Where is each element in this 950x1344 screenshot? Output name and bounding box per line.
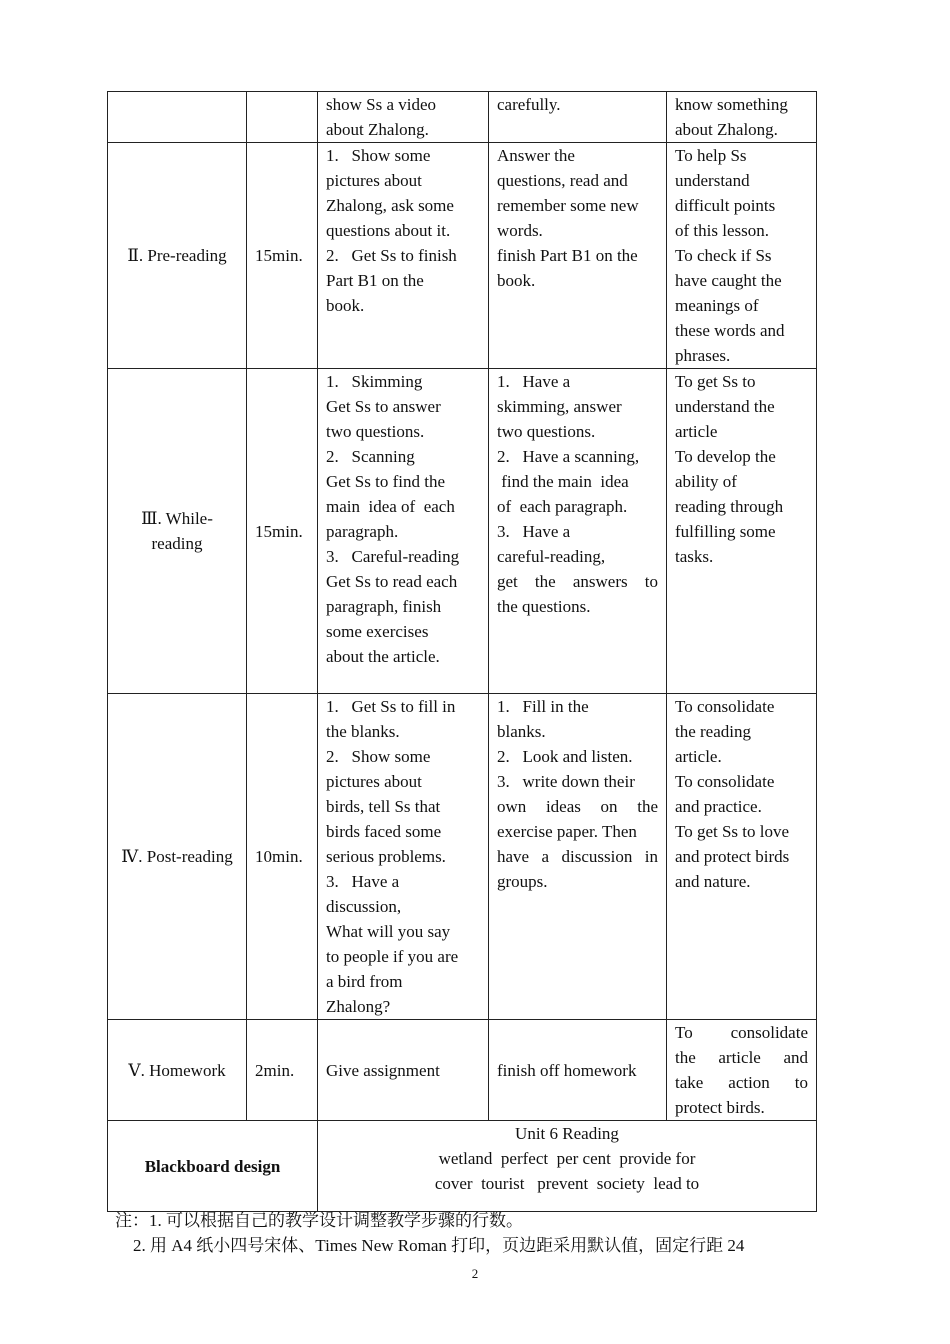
purpose-line: fulfilling some	[675, 522, 776, 541]
purpose-line: article.	[675, 747, 722, 766]
student-line: get the answers to	[497, 572, 658, 591]
teacher-line: discussion,	[326, 897, 402, 916]
page-number: 2	[471, 1266, 479, 1281]
purpose-line: To get Ss to	[675, 372, 756, 391]
time-cell	[247, 369, 318, 694]
purpose-line: reading through	[675, 497, 784, 516]
purpose-line: To develop the	[675, 447, 776, 466]
purpose-line: tasks.	[675, 547, 714, 566]
purpose-line: phrases.	[675, 346, 731, 365]
teacher-activity-cell	[318, 369, 489, 694]
teacher-line: to people if you are	[326, 947, 459, 966]
purpose-line: the article and	[675, 1048, 808, 1067]
student-line: 2. Look and listen.	[497, 747, 633, 766]
teacher-line: some exercises	[326, 622, 429, 641]
student-line: have a discussion in	[497, 847, 658, 866]
time-label: 2min.	[255, 1060, 295, 1080]
student-line: groups.	[497, 872, 548, 891]
student-activity-cell	[489, 694, 667, 1020]
teacher-line: serious problems.	[326, 847, 446, 866]
teacher-line: Get Ss to find the	[326, 472, 445, 491]
stage-cell	[108, 143, 247, 369]
teacher-line: about the article.	[326, 647, 440, 666]
purpose-line: and nature.	[675, 872, 751, 891]
student-line: book.	[497, 271, 536, 290]
purpose-line: To consolidate	[675, 697, 775, 716]
student-line: words.	[497, 221, 543, 240]
teacher-line: 1. Show some	[326, 146, 431, 165]
stage-cell	[108, 369, 247, 694]
purpose-line: ability of	[675, 472, 737, 491]
purpose-line: have caught the	[675, 271, 782, 290]
stage-label: Ⅴ. Homework	[128, 1060, 226, 1080]
student-line: carefully.	[497, 95, 561, 114]
purpose-line: the reading	[675, 722, 751, 741]
purpose-cell	[667, 92, 817, 143]
blackboard-line: wetland perfect per cent provide for	[438, 1149, 696, 1168]
time-label: 15min.	[255, 521, 303, 541]
student-line: blanks.	[497, 722, 546, 741]
purpose-line: understand the	[675, 397, 775, 416]
purpose-line: and practice.	[675, 797, 762, 816]
student-line: 3. Have a	[497, 522, 571, 541]
purpose-cell	[667, 694, 817, 1020]
student-line: 1. Fill in the	[497, 697, 589, 716]
table-row	[108, 1020, 817, 1121]
purpose-line: difficult points	[675, 196, 776, 215]
teacher-line: a bird from	[326, 972, 403, 991]
teacher-activity-cell	[318, 1020, 489, 1121]
student-line: the questions.	[497, 597, 591, 616]
teacher-line: pictures about	[326, 171, 422, 190]
teacher-line: Get Ss to answer	[326, 397, 441, 416]
student-activity-cell	[489, 143, 667, 369]
purpose-line: To consolidate	[675, 772, 775, 791]
teacher-line: 3. Have a	[326, 872, 400, 891]
purpose-line: take action to	[675, 1073, 808, 1092]
teacher-line: book.	[326, 296, 365, 315]
teacher-line: 2. Scanning	[326, 447, 415, 466]
student-line: find the main idea	[497, 472, 629, 491]
stage-label: Ⅲ. While-reading	[141, 509, 213, 553]
purpose-line: understand	[675, 171, 750, 190]
student-line: 3. write down their	[497, 772, 635, 791]
teacher-line: 2. Get Ss to finish	[326, 246, 457, 265]
time-label: 15min.	[255, 246, 303, 265]
time-cell	[247, 1020, 318, 1121]
student-line: two questions.	[497, 422, 596, 441]
purpose-line: To consolidate	[675, 1023, 808, 1042]
time-cell	[247, 92, 318, 143]
lesson-plan-table	[107, 91, 817, 1212]
stage-label: Ⅳ. Post-reading	[121, 847, 233, 866]
teacher-line: the blanks.	[326, 722, 400, 741]
student-line: finish off homework	[497, 1060, 637, 1080]
teacher-line: 3. Careful-reading	[326, 547, 460, 566]
purpose-line: and protect birds	[675, 847, 790, 866]
student-line: 1. Have a	[497, 372, 571, 391]
purpose-line: about Zhalong.	[675, 120, 778, 139]
footnotes	[115, 1208, 744, 1258]
teacher-line: birds, tell Ss that	[326, 797, 441, 816]
teacher-line: 1. Skimming	[326, 372, 423, 391]
table-row	[108, 143, 817, 369]
table-row	[108, 92, 817, 143]
teacher-line: Part B1 on the	[326, 271, 424, 290]
purpose-line: article	[675, 422, 718, 441]
purpose-line: protect birds.	[675, 1098, 765, 1117]
teacher-line: show Ss a video	[326, 95, 437, 114]
stage-cell	[108, 1020, 247, 1121]
student-line: Answer the	[497, 146, 575, 165]
purpose-cell	[667, 143, 817, 369]
teacher-activity-cell	[318, 92, 489, 143]
stage-cell	[108, 694, 247, 1020]
stage-label: Ⅱ. Pre-reading	[127, 246, 227, 265]
teacher-activity-cell	[318, 694, 489, 1020]
teacher-line: 2. Show some	[326, 747, 431, 766]
footnote-line-1: 注：1. 可以根据自己的教学设计调整教学步骤的行数。	[115, 1211, 523, 1230]
student-activity-cell	[489, 92, 667, 143]
table-row	[108, 369, 817, 694]
purpose-line: To get Ss to love	[675, 822, 790, 841]
blackboard-row	[108, 1121, 817, 1212]
teacher-line: main idea of each	[326, 497, 455, 516]
blackboard-label: Blackboard design	[144, 1156, 281, 1176]
teacher-line: Get Ss to read each	[326, 572, 458, 591]
teacher-line: paragraph, finish	[326, 597, 442, 616]
teacher-line: paragraph.	[326, 522, 399, 541]
blackboard-line: cover tourist prevent society lead to	[434, 1174, 700, 1193]
student-line: skimming, answer	[497, 397, 622, 416]
time-label: 10min.	[255, 847, 303, 866]
student-line: exercise paper. Then	[497, 822, 637, 841]
student-line: careful-reading,	[497, 547, 606, 566]
purpose-line: To help Ss	[675, 146, 747, 165]
teacher-line: birds faced some	[326, 822, 442, 841]
purpose-line: these words and	[675, 321, 785, 340]
stage-cell	[108, 92, 247, 143]
teacher-line: What will you say	[326, 922, 451, 941]
teacher-line: pictures about	[326, 772, 422, 791]
student-line: questions, read and	[497, 171, 628, 190]
student-line: 2. Have a scanning,	[497, 447, 640, 466]
student-line: of each paragraph.	[497, 497, 628, 516]
teacher-line: 1. Get Ss to fill in	[326, 697, 456, 716]
teacher-line: about Zhalong.	[326, 120, 429, 139]
student-line: finish Part B1 on the	[497, 246, 638, 265]
purpose-cell	[667, 369, 817, 694]
student-line: remember some new	[497, 196, 639, 215]
purpose-cell	[667, 1020, 817, 1121]
teacher-line: two questions.	[326, 422, 425, 441]
purpose-line: of this lesson.	[675, 221, 769, 240]
teacher-line: Zhalong, ask some	[326, 196, 454, 215]
purpose-line: know something	[675, 95, 788, 114]
blackboard-content-cell	[318, 1121, 817, 1212]
time-cell	[247, 694, 318, 1020]
teacher-line: questions about it.	[326, 221, 451, 240]
teacher-line: Zhalong?	[326, 997, 391, 1016]
table-row	[108, 694, 817, 1020]
student-activity-cell	[489, 1020, 667, 1121]
student-line: own ideas on the	[497, 797, 658, 816]
footnote-line-2: 2. 用 A4 纸小四号宋体、Times New Roman 打印，页边距采用默认值，固定行距 24	[133, 1236, 745, 1255]
purpose-line: meanings of	[675, 296, 759, 315]
blackboard-label-cell	[108, 1121, 318, 1212]
time-cell	[247, 143, 318, 369]
teacher-activity-cell	[318, 143, 489, 369]
teacher-line: Give assignment	[326, 1060, 440, 1080]
blackboard-line: Unit 6 Reading	[515, 1124, 619, 1143]
student-activity-cell	[489, 369, 667, 694]
purpose-line: To check if Ss	[675, 246, 772, 265]
